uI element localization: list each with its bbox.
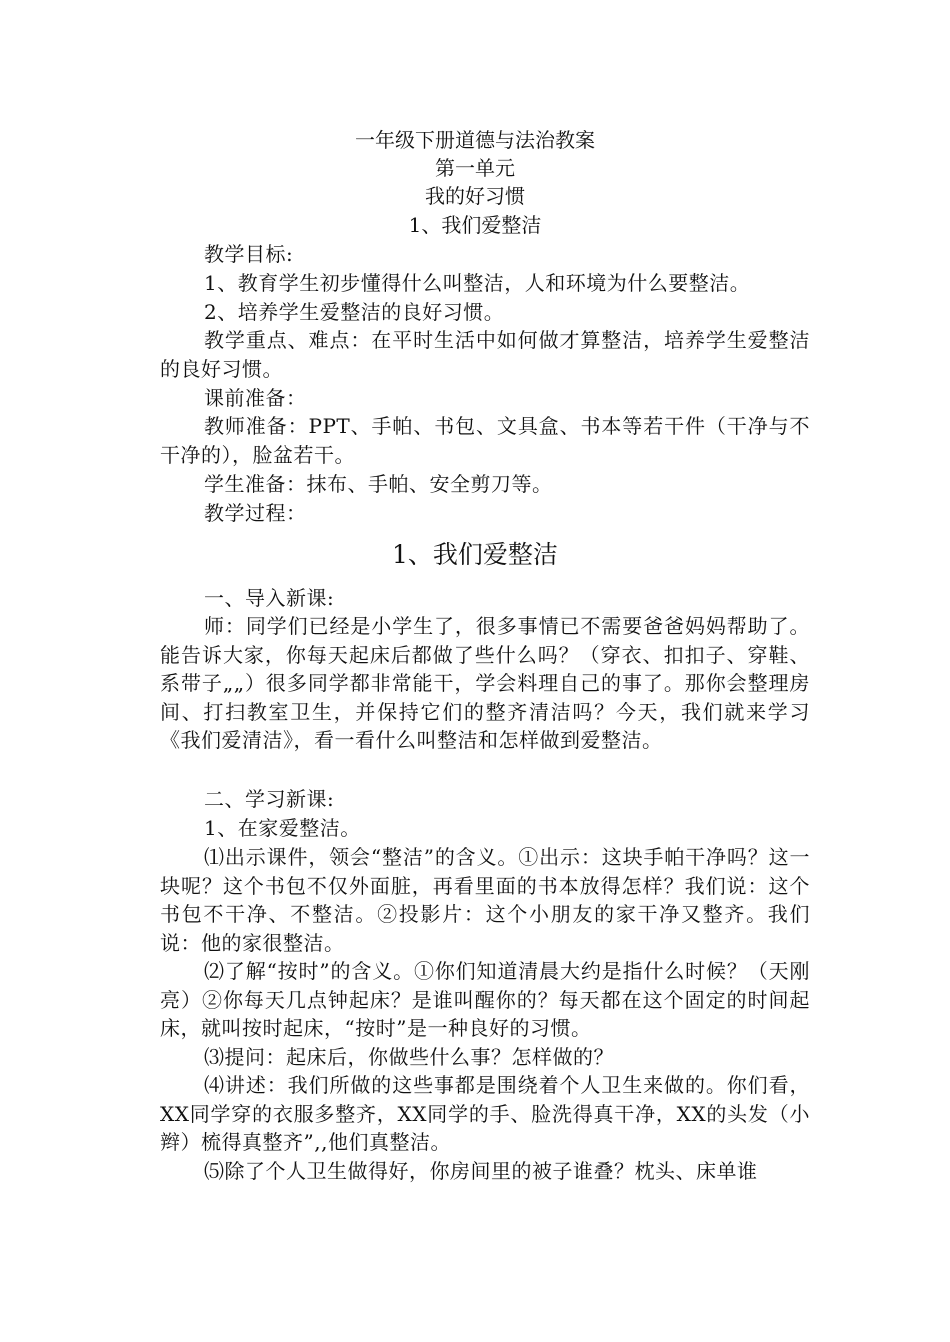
item-2: ⑵了解“按时”的含义。①你们知道清晨大约是指什么时候？（天刚亮）②你每天几点钟起床？是谁叫醒你的？每天都在这个固定的时间起床，就叫按时起床，“按时”是一种良好的习惯。 [160,959,810,1040]
section-1-heading: 1、在家爱整洁。 [204,816,361,840]
item-1: ⑴出示课件，领会“整洁”的含义。①出示：这块手帕干净吗？这一块呢？这个书包不仅外面脏，再看里面的书本放得怎样？我们说：这个书包不干净、不整洁。②投影片：这个小朋友的家干净又整齐。我们说：他的家很整洁。 [160,845,810,955]
item-3: ⑶提问：起床后，你做些什么事？怎样做的？ [204,1045,614,1069]
goal-2: 2、培养学生爱整洁的良好习惯。 [204,300,505,324]
item-5: ⑸除了个人卫生做得好，你房间里的被子谁叠？枕头、床单谁 [204,1159,758,1183]
intro-heading: 一、导入新课: [204,586,335,610]
theme-heading: 我的好习惯 [425,184,525,208]
lesson-main-title: 1、我们爱整洁 [392,540,558,569]
unit-heading: 第一单元 [435,156,515,180]
before-class-label: 课前准备： [204,386,307,410]
item-4: ⑷讲述：我们所做的这些事都是围绕着个人卫生来做的。你们看，XX同学穿的衣服多整齐，XX同学的手、脸洗得真干净，XX的头发（小辫）梳得真整齐”,,他们真整洁。 [160,1073,810,1154]
lesson-heading: 1、我们爱整洁 [408,213,542,237]
process-label: 教学过程： [204,501,307,525]
intro-text: 师：同学们已经是小学生了，很多事情已不需要爸爸妈妈帮助了。能告诉大家，你每天起床后都做了些什么吗？（穿衣、扣扣子、穿鞋、系带子„„）很多同学都非常能干，学会料理自己的事了。那你会整理房间、打扫教室卫生，并保持它们的整齐清洁吗？今天，我们就来学习《我们爱清洁》，看一看什么叫整洁和怎样做到爱整洁。 [160,614,810,752]
student-prep: 学生准备：抹布、手帕、安全剪刀等。 [204,472,553,496]
goals-label: 教学目标: [204,242,294,266]
goal-1: 1、教育学生初步懂得什么叫整洁，人和环境为什么要整洁。 [204,271,751,295]
new-lesson-heading: 二、学习新课: [204,787,335,811]
document-title: 一年级下册道德与法治教案 [355,128,595,152]
teacher-prep: 教师准备：PPT、手帕、书包、文具盒、书本等若干件（干净与不干净的），脸盆若干。 [160,414,810,467]
key-points: 教学重点、难点：在平时生活中如何做才算整洁，培养学生爱整洁的良好习惯。 [160,328,810,381]
